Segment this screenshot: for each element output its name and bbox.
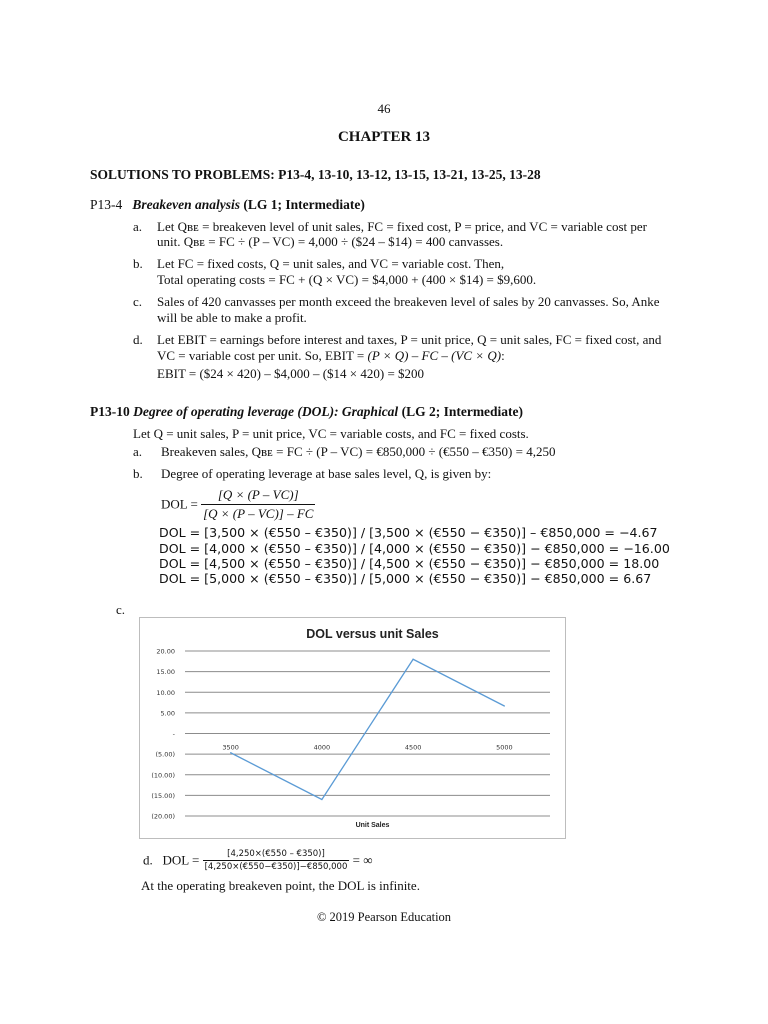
item-label: c. [133,294,143,309]
item-text: Let EBIT = earnings before interest and taxes, P = unit price, Q = unit sales, FC = fixed cost, and [157,332,662,347]
item-label: b. [133,466,143,481]
item-text: will be able to make a profit. [157,310,307,325]
y-tick-label: (15.00) [151,791,175,800]
copyright: © 2019 Pearson Education [316,910,452,924]
chart-svg [140,618,565,838]
series-line [231,659,505,799]
item-text: EBIT = ($24 × 420) – $4,000 – ($14 × 420) = $200 [157,366,425,381]
formula-lhs: DOL = [161,496,198,512]
text-part: : [501,348,505,363]
problem-13-10-title [90,404,523,420]
y-tick-label: - [172,730,175,738]
item-text: Breakeven sales, Qʙᴇ = FC ÷ (P – VC) = €850,000 ÷ (€550 – €350) = 4,250 [161,444,556,459]
item-a [133,219,733,253]
y-tick-label: (5.00) [155,750,175,759]
problem-topic: Degree of operating leverage (DOL): Graphical [133,404,399,419]
y-tick-label: (10.00) [151,771,175,780]
item-text: Let Qʙᴇ = breakeven level of unit sales, FC = fixed cost, P = price, and VC = variable cost per [157,219,647,234]
y-tick-label: 10.00 [156,688,175,697]
item-text: Total operating costs = FC + (Q × VC) = $4,000 + (400 × $14) = $9,600. [157,272,537,287]
dol-formula [161,487,315,522]
problem-number: P13-10 [90,404,130,419]
item-d [143,849,372,872]
dol-calculation: DOL = [5,000 × (€550 – €350)] / [5,000 × (€550 − €350)] − €850,000 = 6.67 [159,571,652,586]
page-number: 46 [377,101,391,116]
data-point [413,659,414,660]
denominator: [Q × (P – VC)] – FC [203,506,314,521]
denominator: [4,250×(€550−€350)]−€850,000 [204,862,348,872]
data-point [321,799,322,800]
dol-calculation: DOL = [4,000 × (€550 – €350)] / [4,000 × (€550 − €350)] − €850,000 = −16.00 [159,541,670,556]
item-label: a. [133,444,143,459]
y-tick-label: (20.00) [151,812,175,821]
item-text [157,348,505,364]
item-a [133,444,733,462]
y-tick-label: 20.00 [156,647,175,656]
item-label: a. [133,219,143,234]
problem-level: (LG 1; Intermediate) [243,197,365,212]
problem-number: P13-4 [90,197,123,212]
dol-calculation: DOL = [4,500 × (€550 – €350)] / [4,500 × (€550 − €350)] − €850,000 = 18.00 [159,556,660,571]
item-text: Degree of operating leverage at base sales level, Q, is given by: [161,466,492,481]
item-b [133,466,733,484]
problem-13-4-title [90,197,365,213]
chapter-heading: CHAPTER 13 [337,129,431,145]
ebit-formula: (P × Q) – FC – (VC × Q) [367,348,502,363]
item-label: d. [133,332,143,347]
item-label: d. [143,852,153,868]
x-tick-label: 3500 [222,743,239,752]
formula-lhs: DOL = [162,852,200,868]
chart-title: DOL versus unit Sales [306,627,439,641]
item-text: Let FC = fixed costs, Q = unit sales, and VC = variable cost. Then, [157,256,505,271]
x-tick-label: 4500 [404,743,422,752]
fraction [203,849,350,872]
data-point [504,705,505,706]
numerator: [4,250×(€550 – €350)] [203,849,350,861]
dol-chart [139,617,566,839]
fraction [201,487,315,522]
y-tick-label: 15.00 [156,668,175,677]
item-d [133,332,733,384]
item-label: b. [133,256,143,271]
problem-level: (LG 2; Intermediate) [401,404,524,419]
solutions-heading: SOLUTIONS TO PROBLEMS: P13-4, 13-10, 13-12, 13-15, 13-21, 13-25, 13-28 [90,167,541,182]
x-tick-label: 5000 [496,743,513,752]
data-point [230,752,231,753]
numerator: [Q × (P – VC)] [201,487,315,505]
item-text: Sales of 420 canvasses per month exceed the breakeven level of sales by 20 canvasses. So, Anke [157,294,660,309]
item-c-label: c. [116,602,126,617]
item-c [133,294,733,328]
problem-intro: Let Q = unit sales, P = unit price, VC = variable costs, and FC = fixed costs. [133,426,529,441]
conclusion: At the operating breakeven point, the DOL is infinite. [141,878,420,893]
x-axis-label: Unit Sales [355,822,390,829]
item-b [133,256,733,290]
item-text: unit. Qʙᴇ = FC ÷ (P – VC) = 4,000 ÷ ($24 – $14) = 400 canvasses. [157,234,504,249]
dol-calculation: DOL = [3,500 × (€550 – €350)] / [3,500 × (€550 − €350)] – €850,000 = −4.67 [159,525,658,540]
y-tick-label: 5.00 [160,709,175,718]
text-part: VC = variable cost per unit. So, EBIT = [157,348,368,363]
formula-rhs: = ∞ [352,852,373,868]
x-tick-label: 4000 [313,743,331,752]
problem-topic: Breakeven analysis [132,197,241,212]
